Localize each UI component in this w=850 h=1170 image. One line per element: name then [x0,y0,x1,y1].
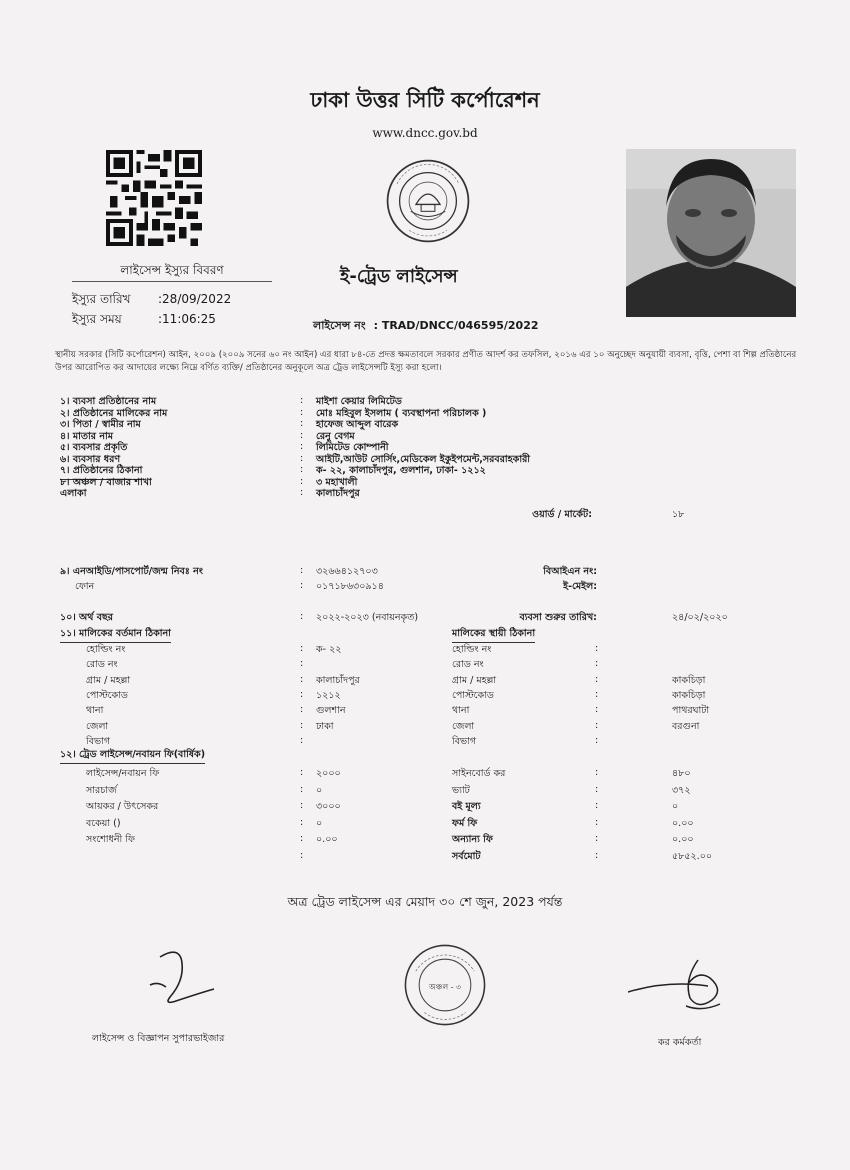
fiscal-year-value: ২০২২-২০২৩ (নবায়নকৃত) [316,612,419,623]
fee-value-right: ৪৮০ [672,768,691,779]
fee-value-right: ০ [672,801,679,812]
dncc-seal-logo [385,158,471,244]
issue-date-row [72,291,231,311]
fee-value-right: ০.০০ [672,817,694,829]
license-number-value: : TRAD/DNCC/046595/2022 [373,319,539,332]
fee-value: ০ [316,784,323,796]
fee-label-right: সর্বমোট [452,850,481,862]
field-value: মাইশা কেয়ার লিমিটেড [316,396,402,407]
perm-address-value: বরগুনা [672,720,700,732]
divider [72,281,272,282]
fee-label-right: সাইনবোর্ড কর [452,768,506,779]
colon: : [595,833,599,844]
fee-value-right: ৩৭২ [672,784,691,796]
field-label: ৪। মাতার নাম [60,430,114,442]
address-label: গ্রাম / মহল্লা [86,674,131,686]
fee-heading: ১২। ট্রেড লাইসেন্স/নবায়ন ফি(বার্ষিক) [60,748,205,764]
perm-address-value: কাকচিড়া [672,674,706,686]
field-label: ৫। ব্যবসার প্রকৃতি [60,442,128,453]
colon: : [595,800,599,811]
colon: : [300,441,304,452]
issue-date-value: :28/09/2022 [158,292,232,306]
colon: : [300,800,304,811]
revenue-stamp [402,942,488,1028]
colon: : [300,849,304,861]
colon: : [300,643,304,654]
perm-address-value: পাথরঘাটা [672,705,710,717]
intro-paragraph: স্থানীয় সরকার (সিটি কর্পোরেশন) আইন, ২০০৯ (২০০৯ সনের ৬০ নং আইন) এর ধারা ৮৪-তে প্রদত্ত ক্ষমতাবলে সরকার প্রণীত আদর্শ কর তফসিল, ২০১৬ এর ১০ অনুচ্ছেদ অনুযায়ী ব্যবসা, বৃত্তি, পেশা বা শিল্প প্রতিষ্ঠানের উপর আরোপিত কর আদায়ের লক্ষ্যে নিম্নে বর্ণিত ব্যক্তি/ প্রতিষ্ঠানের অনুকূলে অত্র ট্রেড লাইসেন্সটি ইস্যু করা হলো। [55,350,797,373]
validity-statement: অত্র ট্রেড লাইসেন্স এর মেয়াদ ৩০ শে জুন, 2023 পর্যন্ত [287,894,563,909]
colon: : [300,487,304,498]
perm-address-label: পোস্টকোড [452,689,494,701]
field-value: ৩ মহাখালী [316,476,358,488]
ward-label: ওয়ার্ড / মার্কেট: [532,509,592,520]
colon: : [300,418,304,429]
issue-time-value: :11:06:25 [158,312,216,326]
colon: : [300,611,304,622]
business-start-label: ব্যবসা শুরুর তারিখ: [519,612,597,623]
address-value: ১২১২ [316,689,341,701]
colon: : [300,580,304,591]
colon: : [300,429,304,441]
colon: : [300,658,304,670]
colon: : [595,673,599,685]
colon: : [595,783,599,795]
stamp-zone: অঞ্চল - ৩ [429,982,461,992]
field-label: এলাকা [60,488,87,499]
bin-label: বিআইএন নং: [543,566,597,577]
issue-date-label: ইস্যুর তারিখ [72,292,131,306]
field-value: হাফেজ আব্দুল বারেক [316,419,399,430]
license-number [313,317,539,336]
fee-value: ০ [316,817,323,829]
fee-label-right: ভ্যাট [452,784,470,796]
colon: : [300,688,304,700]
perm-address-label: জেলা [452,720,475,732]
perm-address-label: বিভাগ [452,735,477,747]
colon: : [300,475,304,487]
fee-value: ০.০০ [316,834,338,845]
colon: : [300,464,304,475]
website-url: www.dncc.gov.bd [372,126,478,140]
license-number-label: লাইসেন্স নং [313,319,366,332]
colon: : [595,849,599,861]
fee-label: বকেয়া () [86,817,121,829]
colon: : [595,643,599,654]
address-label: থানা [86,705,104,717]
colon: : [300,833,304,844]
fee-label-right: অন্যান্য ফি [452,834,493,845]
colon: : [595,734,599,746]
address-value: ঢাকা [316,720,334,732]
supervisor-signature-label: লাইসেন্স ও বিজ্ঞাপন সুপারভাইজার [92,1033,225,1044]
perm-address-label: থানা [452,705,470,717]
perm-address-label: গ্রাম / মহল্লা [452,674,497,686]
field-value: কালাচাঁদপুর [316,488,360,499]
supervisor-signature [140,945,220,1015]
permanent-address-heading: মালিকের স্থায়ী ঠিকানা [452,627,535,643]
field-value: লিমিটেড কোম্পানী [316,442,389,453]
issue-time-label: ইস্যুর সময় [72,312,122,326]
fee-value-right: ৫৮৫২.০০ [672,850,713,862]
perm-address-label: রোড নং [452,659,484,671]
phone-label: ফোন [75,581,95,592]
address-label: রোড নং [86,659,118,671]
nid-label: ৯। এনআইডি/পাসপোর্ট/জন্ম নিবঃ নং [60,566,203,577]
fee-value: ৩০০০ [316,801,341,812]
colon: : [595,719,599,731]
field-label: ১। ব্যবসা প্রতিষ্ঠানের নাম [60,396,157,407]
fee-label: সংশোধনী ফি [86,834,135,845]
fee-value-right: ০.০০ [672,834,694,845]
address-label: পোস্টকোড [86,689,128,701]
address-value: ক- ২২ [316,644,342,655]
field-value: আইটি,আউট সোর্সিং,মেডিকেল ইকুইপমেন্ট,সরবরাহকারী [316,453,531,465]
document-title: ই-ট্রেড লাইসেন্স [340,266,458,287]
owner-photo [626,149,796,317]
colon: : [300,783,304,795]
phone-value: ০১৭১৮৬৩০৯১৪ [316,581,384,592]
colon: : [300,704,304,716]
issue-time-row [72,311,216,331]
colon: : [300,565,304,576]
email-label: ই-মেইল: [563,581,597,592]
field-label: ৬। ব্যবসার ধরণ [60,453,121,465]
perm-address-value: কাকচিড়া [672,689,706,701]
colon: : [300,452,304,464]
field-value: ক- ২২, কালাচাঁদপুর, গুলশান, ঢাকা- ১২১২ [316,465,486,476]
fee-label: আয়কর / উৎসেকর [86,801,159,812]
field-label: ২। প্রতিষ্ঠানের মালিকের নাম [60,407,168,419]
fee-label-right: ফর্ম ফি [452,817,478,829]
colon: : [595,704,599,716]
colon: : [595,658,599,670]
fee-label: লাইসেন্স/নবায়ন ফি [86,768,160,779]
colon: : [300,816,304,828]
address-value: গুলশান [316,705,346,717]
colon: : [300,406,304,418]
field-value: রেনু বেগম [316,430,355,442]
colon: : [595,688,599,700]
page-title: ঢাকা উত্তর সিটি কর্পোরেশন [310,88,540,112]
field-label: ৭। প্রতিষ্ঠানের ঠিকানা [60,464,142,480]
business-start-value: ২৪/০২/২০২০ [672,612,728,623]
ward-value: ১৮ [672,509,685,520]
qr-code [106,150,202,246]
address-value: কালাচাঁদপুর [316,674,360,686]
field-label: ৩। পিতা / স্বামীর নাম [60,419,141,430]
tax-officer-signature-label: কর কর্মকর্তা [658,1037,702,1048]
field-value: মোঃ মহিবুল ইসলাম ( ব্যবস্থাপনা পরিচালক ) [316,407,487,419]
fee-label: সারচার্জ [86,784,117,796]
fee-value: ২০০০ [316,768,341,779]
nid-value: ৩২৬৬৪১২৭০৩ [316,566,378,577]
colon: : [300,719,304,731]
field-label: ৮। অঞ্চল / বাজার শাখা [60,476,152,488]
address-label: বিভাগ [86,735,111,747]
tax-officer-signature [628,950,738,1020]
perm-address-label: হোল্ডিং নং [452,644,492,655]
fiscal-year-label: ১০। অর্থ বছর [60,612,114,623]
address-label: জেলা [86,720,109,732]
fee-label-right: বই মূল্য [452,801,481,812]
present-address-heading: ১১। মালিকের বর্তমান ঠিকানা [60,627,171,643]
address-label: হোল্ডিং নং [86,644,126,655]
colon: : [300,395,304,406]
colon: : [300,734,304,746]
issue-details-heading: লাইসেন্স ইস্যুর বিবরণ [120,263,224,277]
colon: : [595,767,599,778]
colon: : [595,816,599,828]
colon: : [300,673,304,685]
colon: : [300,767,304,778]
